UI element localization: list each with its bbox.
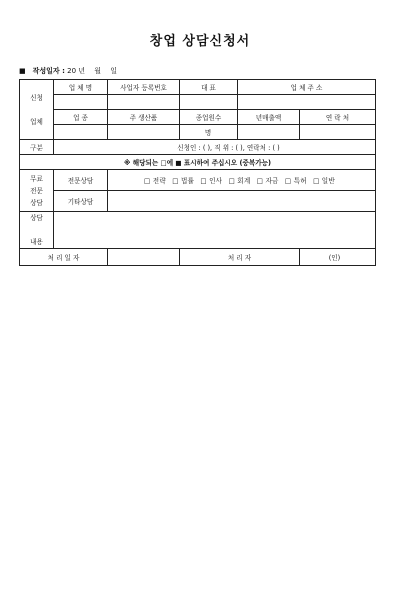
date-month: 월 bbox=[94, 67, 102, 75]
employees-field[interactable] bbox=[180, 125, 238, 140]
company-header-row-2 bbox=[20, 110, 376, 125]
business-reg-no-field[interactable] bbox=[108, 95, 180, 110]
process-date-label: 처 리 일 자 bbox=[20, 249, 108, 266]
consult-content-label: 상담 내용 bbox=[20, 212, 54, 249]
process-date-field[interactable] bbox=[108, 249, 180, 266]
notice-text: ※ 해당되는 □에 ■ 표시하여 주십시오 (중복가능) bbox=[20, 155, 376, 170]
employee-unit: 명 bbox=[204, 129, 212, 137]
option-general-checkbox[interactable]: □ 일반 bbox=[313, 177, 335, 185]
free-expert-consult-label: 무료 전문 상담 bbox=[20, 170, 54, 212]
footer-row bbox=[20, 249, 376, 266]
company-input-row-2 bbox=[20, 125, 376, 140]
expert-consult-label: 전문상담 bbox=[54, 170, 108, 191]
header-annual-sales: 년매출액 bbox=[238, 110, 300, 125]
company-header-row-1 bbox=[20, 80, 376, 95]
consult-content-field[interactable] bbox=[54, 212, 376, 249]
date-year: 20 년 bbox=[67, 67, 86, 75]
other-consult-field[interactable] bbox=[108, 191, 376, 212]
option-hr-checkbox[interactable]: □ 인사 bbox=[200, 177, 223, 185]
business-type-field[interactable] bbox=[54, 125, 108, 140]
option-legal-checkbox[interactable]: □ 법률 bbox=[172, 177, 195, 185]
form-title: 창업 상담신청서 bbox=[149, 34, 251, 49]
company-input-row-1 bbox=[20, 95, 376, 110]
annual-sales-field[interactable] bbox=[238, 125, 300, 140]
header-representative: 대 표 bbox=[180, 80, 238, 95]
other-consult-label: 기타상담 bbox=[54, 191, 108, 212]
application-form-table bbox=[19, 79, 376, 266]
header-contact: 연 락 처 bbox=[300, 110, 376, 125]
option-accounting-checkbox[interactable]: □ 회계 bbox=[228, 177, 251, 185]
category-row bbox=[20, 140, 376, 155]
other-consult-row bbox=[20, 191, 376, 212]
company-name-field[interactable] bbox=[54, 95, 108, 110]
seal-field[interactable] bbox=[300, 249, 376, 266]
seal-text: (인) bbox=[328, 254, 341, 262]
header-company-name: 업 체 명 bbox=[54, 80, 108, 95]
option-patent-checkbox[interactable]: □ 특허 bbox=[284, 177, 307, 185]
applicant-company-label: 신청 업체 bbox=[20, 80, 54, 140]
header-main-product: 주 생산품 bbox=[108, 110, 180, 125]
main-product-field[interactable] bbox=[108, 125, 180, 140]
option-strategy-checkbox[interactable]: □ 전략 bbox=[144, 177, 166, 185]
applicant-info-field[interactable]: 신청인 : ( ), 직 위 : ( ), 연락처 : ( ) bbox=[54, 140, 376, 155]
header-business-type: 업 종 bbox=[54, 110, 108, 125]
representative-field[interactable] bbox=[180, 95, 238, 110]
date-day: 일 bbox=[110, 67, 118, 75]
company-address-field[interactable] bbox=[238, 95, 376, 110]
date-label: 작성일자 : bbox=[32, 67, 65, 75]
content-row bbox=[20, 212, 376, 249]
notice-row bbox=[20, 155, 376, 170]
processor-label: 처 리 자 bbox=[180, 249, 300, 266]
header-company-address: 업 체 주 소 bbox=[238, 80, 376, 95]
option-funding-checkbox[interactable]: □ 자금 bbox=[256, 177, 279, 185]
marker-square: ■ bbox=[19, 67, 26, 75]
contact-field[interactable] bbox=[300, 125, 376, 140]
date-line bbox=[19, 66, 124, 76]
header-employees: 종업원수 bbox=[180, 110, 238, 125]
expert-consult-row bbox=[20, 170, 376, 191]
header-business-reg-no: 사업자 등록번호 bbox=[108, 80, 180, 95]
category-label: 구분 bbox=[20, 140, 54, 155]
consult-options bbox=[108, 170, 376, 191]
